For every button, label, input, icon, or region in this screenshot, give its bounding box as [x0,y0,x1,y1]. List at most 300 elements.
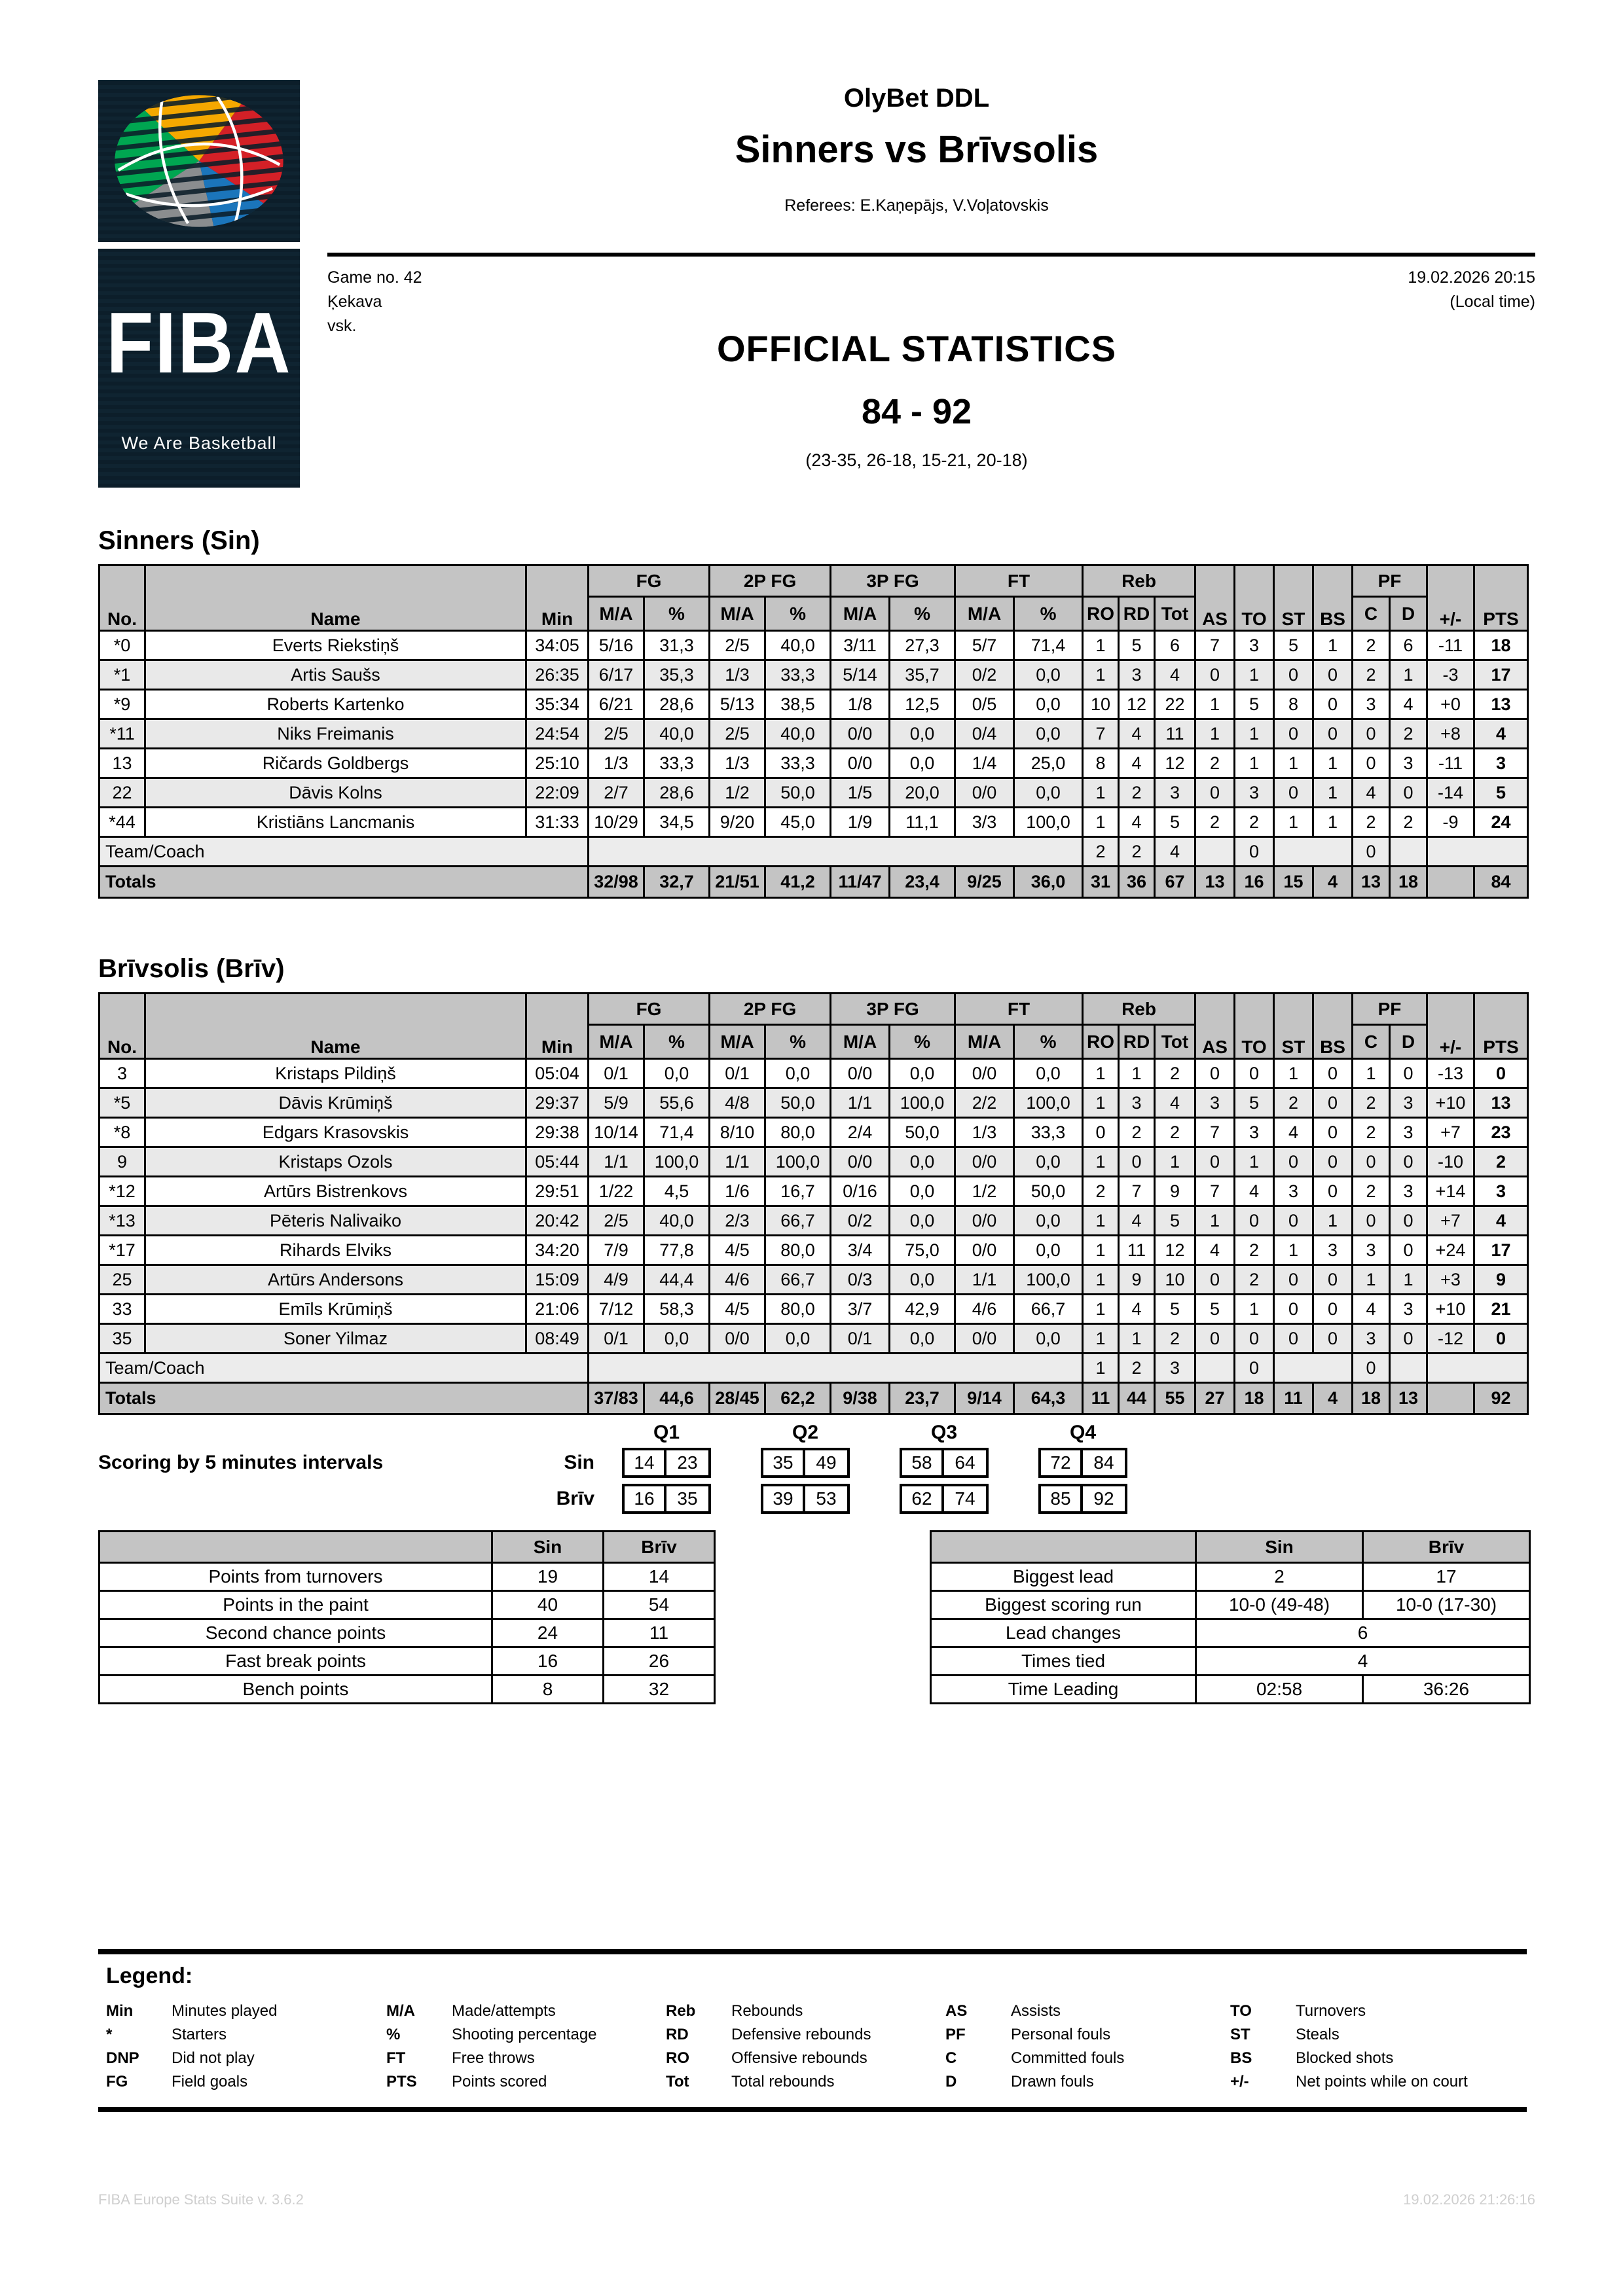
stat-cell: 1 [1235,749,1274,778]
referees: Referees: E.Kaņepājs, V.Voļatovskis [784,196,1049,215]
local-time-label: (Local time) [1450,293,1535,311]
stat-cell: 1 [1353,1265,1390,1295]
quarter-labels [622,1422,1177,1444]
stat-cell: +7 [1427,1206,1474,1236]
legend-item [1230,2000,1519,2023]
interval-score: 84 [1083,1448,1127,1478]
stat-cell: 0,0 [1014,1059,1083,1088]
quarter-label-q1: Q1 [653,1422,680,1443]
stat-cell: 0 [1313,690,1353,719]
legend-item [1230,2047,1519,2070]
col-header-tot: Tot [1155,1025,1195,1059]
table-row [100,1177,1528,1206]
legend-definition: Rebounds [731,2002,803,2020]
legend-definition: Drawn fouls [1011,2073,1094,2090]
totals-label: Totals [100,1383,589,1414]
totals-row [100,1383,1528,1414]
interval-score: 14 [622,1448,666,1478]
stat-cell: 0,0 [1014,660,1083,690]
player-name: Niks Freimanis [145,719,526,749]
col-header-fg-pct: % [644,1025,710,1059]
stat-cell: 2 [1390,719,1427,749]
venue: Ķekava [327,293,382,311]
stat-cell: 10-0 (49-48) [1196,1591,1363,1619]
legend-item [386,2047,666,2070]
stat-cell: 2/5 [710,631,765,660]
stat-cell: 0/0 [831,749,890,778]
legend-item [666,2070,945,2094]
stat-cell: 4/6 [955,1295,1014,1324]
fiba-wordmark: FIBA [106,295,292,392]
stat-cell: 2/5 [589,719,644,749]
interval-score: 74 [944,1484,989,1514]
legend-definition: Committed fouls [1011,2049,1125,2067]
legend-item [386,2070,666,2094]
stat-cell: 0/16 [831,1177,890,1206]
table-row [100,778,1528,808]
legend-item [945,2023,1230,2047]
col-header-fg-pct: % [644,597,710,631]
player-name: Roberts Kartenko [145,690,526,719]
col-header-min: Min [526,994,589,1059]
stat-cell: 1 [1313,1206,1353,1236]
stat-cell: 9 [1119,1265,1155,1295]
stat-cell: 13 [1390,1383,1427,1414]
stat-cell: 80,0 [765,1295,831,1324]
stat-cell: 23,7 [890,1383,955,1414]
minutes-cell: 15:09 [526,1265,589,1295]
game-flow-header [931,1532,1530,1563]
points-cell: 3 [1474,749,1528,778]
stat-cell: 3 [1235,1118,1274,1147]
table-row [100,690,1528,719]
legend-term: FG [106,2073,128,2090]
group-header-pf: PF [1353,565,1427,597]
stat-cell: 0/0 [955,1236,1014,1265]
stat-label: Biggest scoring run [931,1591,1196,1619]
stat-cell: 10 [1155,1265,1195,1295]
stat-cell: 1 [1083,778,1119,808]
legend-item [1230,2023,1519,2047]
stat-cell: 3 [1119,1088,1155,1118]
stat-cell: 3 [1195,1088,1235,1118]
stat-cell: 2/5 [710,719,765,749]
stat-cell: 16,7 [765,1177,831,1206]
table-row [100,1295,1528,1324]
stat-cell: 0,0 [644,1059,710,1088]
stat-cell: 58,3 [644,1295,710,1324]
player-rows-brivsolis [100,1059,1528,1354]
blank-header [100,1532,492,1563]
stat-cell: 17 [1363,1563,1530,1591]
minutes-cell: 34:05 [526,631,589,660]
stat-cell: 32,7 [644,867,710,898]
stat-cell: 31 [1083,867,1119,898]
col-header-c: C [1353,1025,1390,1059]
stat-cell: 1/1 [710,1147,765,1177]
legend-item [945,2047,1230,2070]
stat-cell: 12 [1119,690,1155,719]
interval-score: 85 [1038,1484,1083,1514]
stat-cell: 1 [1313,631,1353,660]
player-number: *9 [100,690,145,719]
quarter-scores: (23-35, 26-18, 15-21, 20-18) [805,450,1028,470]
col-header-ft-ma: M/A [955,597,1014,631]
intervals-caption: Scoring by 5 minutes intervals [98,1452,384,1473]
intervals-q4-sin [1038,1448,1127,1478]
stat-cell: 11 [1155,719,1195,749]
stat-cell: +3 [1427,1265,1474,1295]
stat-cell: 0 [1390,1206,1427,1236]
intervals-team-sin: Sin [564,1452,594,1473]
stat-cell: 7 [1195,1118,1235,1147]
stat-cell: 16 [1235,867,1274,898]
header-divider [327,253,1535,257]
col-header-as: AS [1195,994,1235,1059]
legend-term: DNP [106,2049,139,2067]
stat-cell: 14 [604,1563,715,1591]
stat-cell: 15 [1274,867,1313,898]
points-cell: 9 [1474,1265,1528,1295]
stat-cell: 0/2 [955,660,1014,690]
stat-cell: 3 [1155,1354,1195,1383]
stat-cell: 1/3 [710,749,765,778]
stat-cell: 40,0 [765,631,831,660]
legend-definition: Total rebounds [731,2073,835,2090]
stat-cell: 5/13 [710,690,765,719]
stat-cell: 11 [604,1619,715,1647]
stat-cell: 35,3 [644,660,710,690]
stat-cell: 9 [1155,1177,1195,1206]
stat-cell: 3/11 [831,631,890,660]
stat-cell: 5 [1119,631,1155,660]
quarter-label-q3: Q3 [930,1422,958,1443]
col-header-ft-ma: M/A [955,1025,1014,1059]
stat-cell: 0 [1274,719,1313,749]
interval-score: 58 [900,1448,944,1478]
stat-cell: 2 [1353,631,1390,660]
stat-cell: 5 [1235,1088,1274,1118]
minutes-cell: 24:54 [526,719,589,749]
stat-cell: 71,4 [1014,631,1083,660]
stat-cell: 8/10 [710,1118,765,1147]
blank-cell [1390,1354,1427,1383]
stat-cell: 0 [1353,1206,1390,1236]
legend-definition: Steals [1296,2026,1340,2043]
stat-cell: 4 [1313,1383,1353,1414]
legend-item [106,2023,386,2047]
col-header-pts: PTS [1474,565,1528,631]
table-row [931,1647,1530,1676]
stat-cell: 11/47 [831,867,890,898]
stat-cell: 2 [1119,1118,1155,1147]
stat-cell: 4/8 [710,1088,765,1118]
col-header-2p-ma: M/A [710,1025,765,1059]
stat-cell: 3 [1390,1118,1427,1147]
stat-cell: 0 [1390,1059,1427,1088]
minutes-cell: 08:49 [526,1324,589,1354]
totals-row [100,867,1528,898]
stat-cell: 5 [1274,631,1313,660]
stat-cell: 9/14 [955,1383,1014,1414]
col-header-3p-ma: M/A [831,1025,890,1059]
stat-cell: 3 [1155,778,1195,808]
stat-cell: 2/7 [589,778,644,808]
stat-cell: 33,3 [765,660,831,690]
stat-cell: 80,0 [765,1236,831,1265]
col-header-sin: Sin [492,1532,604,1563]
game-datetime-block [1408,266,1535,314]
stat-cell: 35,7 [890,660,955,690]
stat-cell: 0 [1235,1354,1274,1383]
player-number: 9 [100,1147,145,1177]
minutes-cell: 05:44 [526,1147,589,1177]
stat-cell: 1 [1083,1354,1119,1383]
table-row [100,1147,1528,1177]
stat-cell: 23,4 [890,867,955,898]
stat-cell: 9/20 [710,808,765,837]
points-cell: 0 [1474,1324,1528,1354]
points-cell: 13 [1474,690,1528,719]
stat-cell: 1 [1195,1206,1235,1236]
points-cell: 2 [1474,1147,1528,1177]
legend-item [386,2000,666,2023]
league-name: OlyBet DDL [843,84,990,113]
stat-cell: 0,0 [890,1147,955,1177]
stat-cell: 3 [1119,660,1155,690]
stat-cell: 71,4 [644,1118,710,1147]
table-row [100,1676,715,1704]
player-number: 13 [100,749,145,778]
col-header-2p-ma: M/A [710,597,765,631]
player-name: Emīls Krūmiņš [145,1295,526,1324]
stat-cell: 28,6 [644,778,710,808]
minutes-cell: 31:33 [526,808,589,837]
points-cell: 5 [1474,778,1528,808]
points-cell: 3 [1474,1177,1528,1206]
col-header-as: AS [1195,565,1235,631]
stat-label: Second chance points [100,1619,492,1647]
stat-cell: 0 [1313,1295,1353,1324]
table-row [100,1591,715,1619]
stat-cell: 34,5 [644,808,710,837]
stat-cell: 0,0 [890,1059,955,1088]
stat-cell: 1/2 [710,778,765,808]
points-cell: 13 [1474,1088,1528,1118]
stat-cell: 1/4 [955,749,1014,778]
intervals-q3-briv [900,1484,989,1514]
stat-cell: 0 [1390,1236,1427,1265]
legend-definition: Shooting percentage [452,2026,597,2043]
player-number: *5 [100,1088,145,1118]
stat-cell: 8 [1274,690,1313,719]
stat-cell: 41,2 [765,867,831,898]
stat-cell: 0/0 [955,1206,1014,1236]
col-header-3p-pct: % [890,1025,955,1059]
col-header-plusminus: +/- [1427,565,1474,631]
col-header-ft-pct: % [1014,597,1083,631]
stat-cell: 0 [1313,1265,1353,1295]
legend-term: TO [1230,2002,1252,2020]
stat-cell: 0/0 [831,1059,890,1088]
points-cell: 24 [1474,808,1528,837]
points-cell: 21 [1474,1295,1528,1324]
table-row [100,1324,1528,1354]
points-cell: 18 [1474,631,1528,660]
legend [98,1949,1527,2112]
points-cell: 23 [1474,1118,1528,1147]
stat-cell: 0 [1274,1147,1313,1177]
col-header-tot: Tot [1155,597,1195,631]
stat-cell: 75,0 [890,1236,955,1265]
col-header-fg-ma: M/A [589,1025,644,1059]
stat-cell: 0,0 [1014,1206,1083,1236]
stat-cell: -9 [1427,808,1474,837]
stat-cell: 1 [1119,1324,1155,1354]
stat-cell: -11 [1427,631,1474,660]
stat-cell: 2 [1155,1059,1195,1088]
group-header-fg: FG [589,994,710,1025]
stat-cell: 2 [1083,837,1119,867]
stat-label: Fast break points [100,1647,492,1676]
blank-cell [589,837,1083,867]
stat-cell: 10/14 [589,1118,644,1147]
player-name: Artūrs Andersons [145,1265,526,1295]
stat-cell: 62,2 [765,1383,831,1414]
stat-cell: 28/45 [710,1383,765,1414]
col-header-rd: RD [1119,597,1155,631]
stat-cell: 26 [604,1647,715,1676]
player-number: 25 [100,1265,145,1295]
stat-cell: 4 [1195,1236,1235,1265]
col-header-pts: PTS [1474,994,1528,1059]
stat-cell: 50,0 [1014,1177,1083,1206]
stat-cell: 0 [1195,660,1235,690]
blank-cell [1427,1354,1528,1383]
blank-cell [1195,837,1235,867]
stat-cell: 0,0 [890,749,955,778]
stat-cell: 0 [1313,1324,1353,1354]
basketball-icon [107,87,291,235]
stat-cell: 0 [1195,1147,1235,1177]
legend-definition: Minutes played [172,2002,278,2020]
stat-cell: 0 [1195,1265,1235,1295]
stat-cell: 1/1 [831,1088,890,1118]
stat-cell: 1 [1274,1236,1313,1265]
stat-cell: +8 [1427,719,1474,749]
quarter-label-q4: Q4 [1069,1422,1097,1443]
col-header-2p-pct: % [765,597,831,631]
stat-cell: 10/29 [589,808,644,837]
legend-definition: Starters [172,2026,227,2043]
team-title-brivsolis: Brīvsolis (Brīv) [98,954,285,983]
stat-cell: 1/8 [831,690,890,719]
stat-cell: 19 [492,1563,604,1591]
stat-cell: 2 [1083,1177,1119,1206]
player-name: Kristaps Pildiņš [145,1059,526,1088]
stat-cell: 2/3 [710,1206,765,1236]
legend-term: RD [666,2026,689,2043]
col-header-to: TO [1235,994,1274,1059]
stat-cell: 1 [1083,1147,1119,1177]
stat-cell: 1/22 [589,1177,644,1206]
stat-cell: 64,3 [1014,1383,1083,1414]
stat-cell: 5/9 [589,1088,644,1118]
stat-cell: 4 [1155,1088,1195,1118]
stat-cell: 0 [1353,1354,1390,1383]
stat-cell: 1 [1353,1059,1390,1088]
stat-cell: 7 [1195,631,1235,660]
stat-cell: 40,0 [644,719,710,749]
legend-term: AS [945,2002,968,2020]
summary-rows-sinners [100,837,1528,898]
stat-cell: 0 [1274,1324,1313,1354]
legend-term: PF [945,2026,966,2043]
points-cell: 0 [1474,1059,1528,1088]
group-header-fg: FG [589,565,710,597]
stat-cell: 18 [1235,1383,1274,1414]
col-header-name: Name [145,565,526,631]
stat-cell: 27 [1195,1383,1235,1414]
stat-cell: 1 [1083,1324,1119,1354]
table-row [100,1236,1528,1265]
col-header-fg-ma: M/A [589,597,644,631]
intervals-row-briv [98,1484,1177,1514]
legend-definition: Did not play [172,2049,255,2067]
stat-cell: 3 [1353,1324,1390,1354]
stat-cell: 4 [1353,1295,1390,1324]
stat-cell: 0 [1353,837,1390,867]
table-row [100,719,1528,749]
stat-cell: 4 [1119,719,1155,749]
stat-cell: 4 [1196,1647,1530,1676]
group-header-reb: Reb [1083,994,1195,1025]
stat-cell: 5/16 [589,631,644,660]
stat-cell: 100,0 [1014,808,1083,837]
player-number: *17 [100,1236,145,1265]
stat-cell: 0,0 [1014,1324,1083,1354]
stat-cell: 100,0 [1014,1265,1083,1295]
stat-cell: 5 [1155,808,1195,837]
stat-cell: 2 [1235,1236,1274,1265]
stat-cell: 6 [1155,631,1195,660]
legend-item [945,2000,1230,2023]
legend-item [1230,2070,1519,2094]
stat-cell: +14 [1427,1177,1474,1206]
blank-cell [1427,837,1528,867]
stat-cell: 4/5 [710,1236,765,1265]
stat-cell: 20,0 [890,778,955,808]
stat-cell: 1/1 [589,1147,644,1177]
player-number: *13 [100,1206,145,1236]
stat-cell: 7 [1083,719,1119,749]
stat-cell: 0 [1313,1059,1353,1088]
stat-cell: 40,0 [644,1206,710,1236]
team-coach-row [100,1354,1528,1383]
interval-score: 35 [666,1484,711,1514]
stat-cell: 36:26 [1363,1676,1530,1704]
stat-cell: +24 [1427,1236,1474,1265]
stat-cell: 1 [1390,1265,1427,1295]
stat-cell: 0,0 [890,1265,955,1295]
stat-cell: 31,3 [644,631,710,660]
stat-cell: 7/9 [589,1236,644,1265]
stat-cell: 2/2 [955,1088,1014,1118]
team-stats-rows [100,1563,715,1704]
stat-cell [1427,867,1474,898]
interval-score: 62 [900,1484,944,1514]
group-header-ft: FT [955,565,1083,597]
